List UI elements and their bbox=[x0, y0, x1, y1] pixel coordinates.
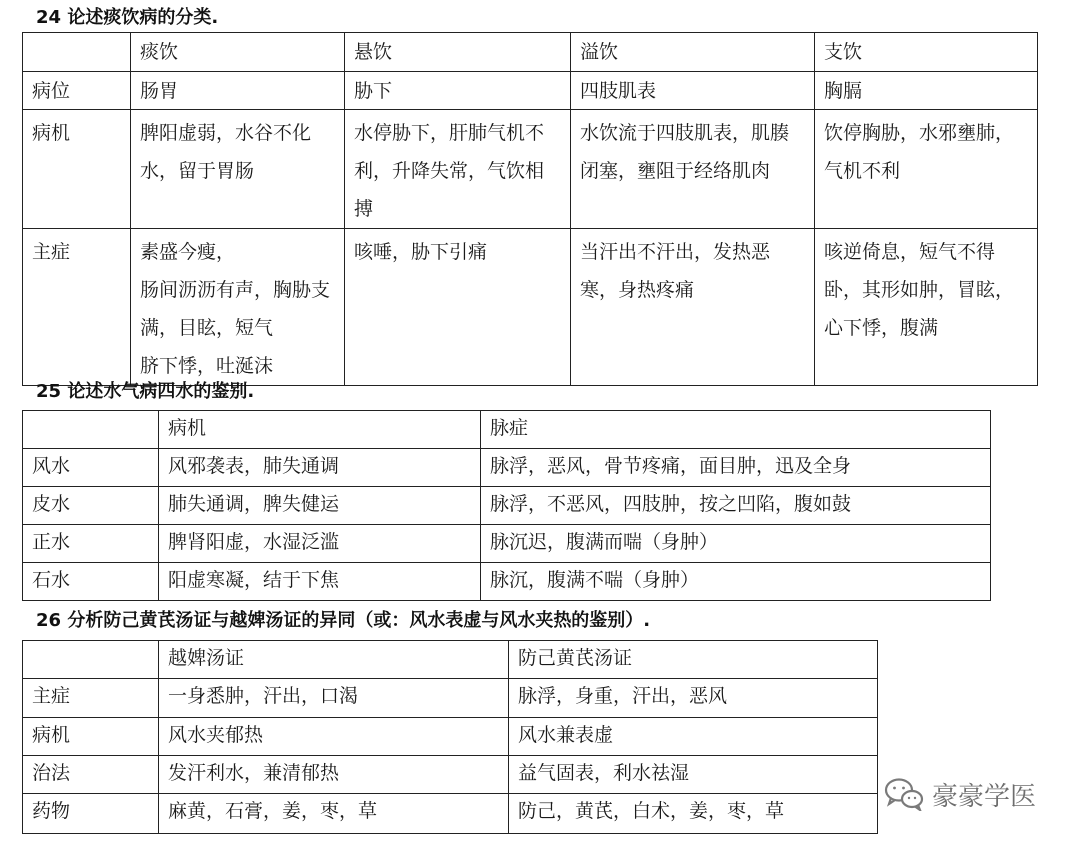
header-cell-empty bbox=[23, 641, 159, 679]
table-cell: 脉浮，恶风，骨节疼痛，面目肿，迅及全身 bbox=[481, 449, 991, 487]
table-cell: 水停胁下，肝肺气机不利，升降失常，气饮相搏 bbox=[345, 110, 571, 229]
table-cell: 素盛今瘦， 肠间沥沥有声，胸胁支满，目眩，短气 脐下悸，吐涎沫 bbox=[131, 229, 345, 386]
row-label: 正水 bbox=[23, 525, 159, 563]
table-cell: 水饮流于四肢肌表，肌腠闭塞，壅阻于经络肌肉 bbox=[571, 110, 815, 229]
row-label: 病机 bbox=[23, 718, 159, 756]
table-cell: 肺失通调，脾失健运 bbox=[159, 487, 481, 525]
row-label: 病机 bbox=[23, 110, 131, 229]
table-row bbox=[23, 794, 878, 834]
table-cell: 发汗利水，兼清郁热 bbox=[159, 756, 509, 794]
header-cell: 防己黄芪汤证 bbox=[509, 641, 878, 679]
table-cell: 脾阳虚弱，水谷不化水，留于胃肠 bbox=[131, 110, 345, 229]
section-26-heading: 26 分析防己黄芪汤证与越婢汤证的异同（或：风水表虚与风水夹热的鉴别）. bbox=[36, 610, 651, 631]
table-cell: 胁下 bbox=[345, 72, 571, 110]
table-row bbox=[23, 563, 991, 601]
table-26-formula-comparison bbox=[22, 640, 878, 834]
row-label: 皮水 bbox=[23, 487, 159, 525]
header-cell-empty bbox=[23, 411, 159, 449]
row-label: 石水 bbox=[23, 563, 159, 601]
table-cell: 脉浮，不恶风，四肢肿，按之凹陷，腹如鼓 bbox=[481, 487, 991, 525]
table-row-header bbox=[23, 33, 1038, 72]
table-row-header bbox=[23, 411, 991, 449]
table-cell: 麻黄，石膏，姜，枣，草 bbox=[159, 794, 509, 834]
table-row bbox=[23, 449, 991, 487]
table-cell: 脉沉迟，腹满而喘（身肿） bbox=[481, 525, 991, 563]
table-cell: 一身悉肿，汗出，口渴 bbox=[159, 679, 509, 718]
table-row bbox=[23, 756, 878, 794]
table-cell: 益气固表，利水祛湿 bbox=[509, 756, 878, 794]
header-cell: 越婢汤证 bbox=[159, 641, 509, 679]
table-cell: 脾肾阳虚，水湿泛滥 bbox=[159, 525, 481, 563]
table-cell: 四肢肌表 bbox=[571, 72, 815, 110]
table-cell: 阳虚寒凝，结于下焦 bbox=[159, 563, 481, 601]
header-cell-empty bbox=[23, 33, 131, 72]
table-cell: 风邪袭表，肺失通调 bbox=[159, 449, 481, 487]
row-label: 主症 bbox=[23, 679, 159, 718]
table-cell: 胸膈 bbox=[815, 72, 1038, 110]
table-24-phlegm-fluid bbox=[22, 32, 1038, 386]
wechat-icon bbox=[884, 777, 924, 811]
table-row bbox=[23, 718, 878, 756]
header-cell: 病机 bbox=[159, 411, 481, 449]
table-cell: 风水夹郁热 bbox=[159, 718, 509, 756]
table-cell: 脉沉，腹满不喘（身肿） bbox=[481, 563, 991, 601]
header-cell: 脉症 bbox=[481, 411, 991, 449]
table-row bbox=[23, 487, 991, 525]
watermark-text: 豪豪学医 bbox=[932, 781, 1037, 812]
header-cell: 溢饮 bbox=[571, 33, 815, 72]
header-cell: 支饮 bbox=[815, 33, 1038, 72]
section-24-heading: 24 论述痰饮病的分类. bbox=[36, 7, 219, 28]
wechat-watermark bbox=[884, 774, 1036, 814]
header-cell: 悬饮 bbox=[345, 33, 571, 72]
table-cell: 脉浮，身重，汗出，恶风 bbox=[509, 679, 878, 718]
row-label: 主症 bbox=[23, 229, 131, 386]
table-cell: 风水兼表虚 bbox=[509, 718, 878, 756]
row-label: 药物 bbox=[23, 794, 159, 834]
table-row bbox=[23, 229, 1038, 386]
table-cell: 咳逆倚息，短气不得卧，其形如肿，冒眩，心下悸，腹满 bbox=[815, 229, 1038, 386]
table-row-header bbox=[23, 641, 878, 679]
row-label: 病位 bbox=[23, 72, 131, 110]
header-cell: 痰饮 bbox=[131, 33, 345, 72]
table-cell: 饮停胸胁，水邪壅肺，气机不利 bbox=[815, 110, 1038, 229]
table-cell: 咳唾，胁下引痛 bbox=[345, 229, 571, 386]
table-25-four-edemas bbox=[22, 410, 991, 601]
section-25-heading: 25 论述水气病四水的鉴别. bbox=[36, 381, 255, 402]
table-row bbox=[23, 72, 1038, 110]
table-row bbox=[23, 679, 878, 718]
table-cell: 当汗出不汗出，发热恶寒，身热疼痛 bbox=[571, 229, 815, 386]
table-row bbox=[23, 525, 991, 563]
table-cell: 肠胃 bbox=[131, 72, 345, 110]
row-label: 治法 bbox=[23, 756, 159, 794]
table-cell: 防己，黄芪，白术，姜，枣，草 bbox=[509, 794, 878, 834]
table-row bbox=[23, 110, 1038, 229]
row-label: 风水 bbox=[23, 449, 159, 487]
